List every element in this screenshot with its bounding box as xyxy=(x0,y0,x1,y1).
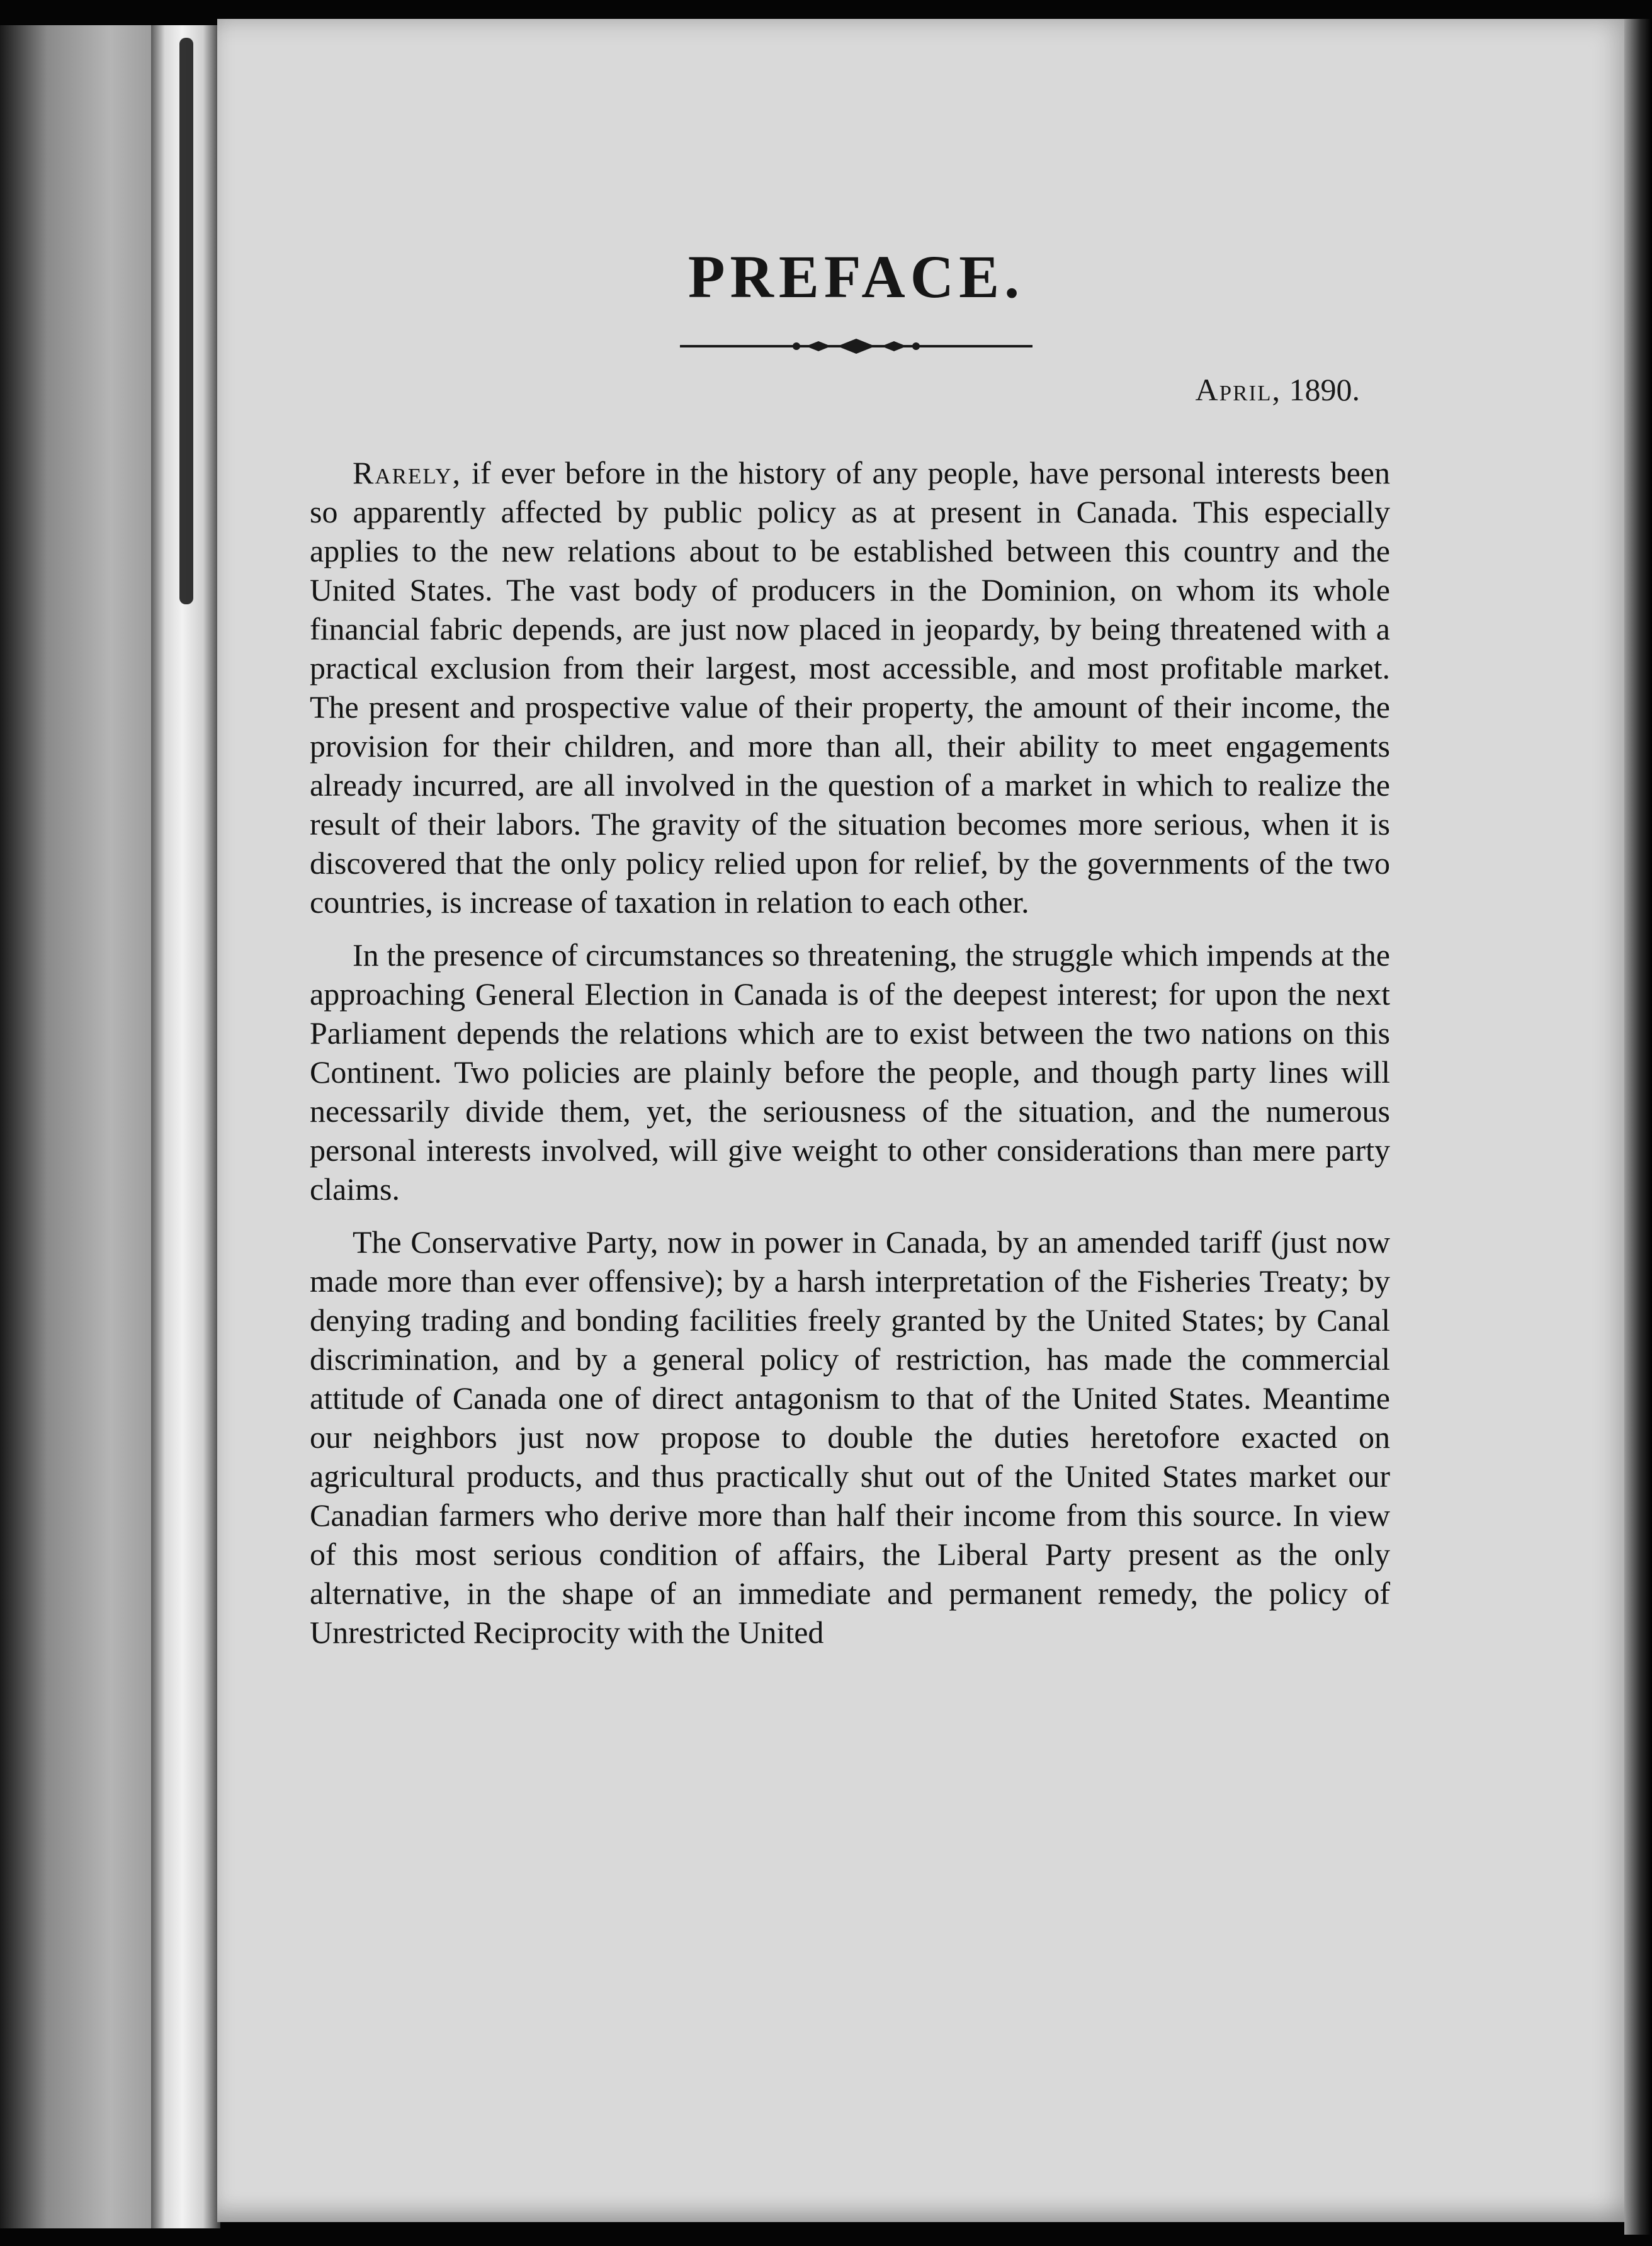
left-facing-page-edge xyxy=(0,25,157,2228)
paragraph xyxy=(310,1222,1390,1652)
paragraph xyxy=(310,935,1390,1209)
preface-date xyxy=(1146,371,1360,408)
spine-shadow xyxy=(179,38,193,604)
preface-body xyxy=(310,453,1390,1666)
paragraph xyxy=(310,453,1390,922)
page-title: PREFACE. xyxy=(687,243,1025,311)
paragraph-text: In the presence of circumstances so threatening, the struggle which impends at the approaching General Election in Canada is of the deepest interest; for upon the next Parliament depends the relations which are to exist between the two nations on this Continent. Two policies are plainly before the people, and though party lines will necessarily divide them, yet, the seriousness of the situation, and the numerous personal interests involved, will give weight to other considerations than mere party claims. xyxy=(310,937,1390,1207)
date-month: April, xyxy=(1195,372,1281,407)
right-page-edge xyxy=(1624,19,1652,2235)
ornamental-rule xyxy=(680,334,1032,359)
date-year: 1890. xyxy=(1289,372,1360,407)
paragraph-text: The Conservative Party, now in power in Canada, by an amended tariff (just now made more than ever offensive); by a harsh interpretation of the Fisheries Treaty; by denying trading and bonding facilities freely granted by the United States; by Canal discrimination, and by a general policy of restriction, has made the commercial attitude of Canada one of direct antagonism to that of the United States. Meantime our neighbors just now propose to double the duties heretofore exacted on agricultural products, and thus practically shut out of the United States market our Canadian farmers who derive more than half their income from this source. In view of this most serious condition of affairs, the Liberal Party present as the only alternative, in the shape of an immediate and permanent remedy, the policy of Unrestricted Reciprocity with the United xyxy=(310,1224,1390,1650)
paragraph-text: if ever before in the history of any people, have personal interests been so apparently affected by public policy as at present in Canada. This especially applies to the new relations about to be established between this country and the United States. The vast body of producers in the Dominion, on whom its whole financial fabric depends, are just now placed in jeopardy, by being threatened with a practical exclusion from their largest, most accessible, and most profitable market. The present and prospective value of their property, the amount of their income, the provision for their children, and more than all, their ability to meet engagements already incurred, are all involved in the question of a market in which to realize the result of their labors. The gravity of the situation becomes more serious, when it is discovered that the only policy relied upon for relief, by the governments of the two countries, is increase of taxation in relation to each other. xyxy=(310,455,1390,920)
paragraph-lead-word: Rarely, xyxy=(353,455,462,490)
